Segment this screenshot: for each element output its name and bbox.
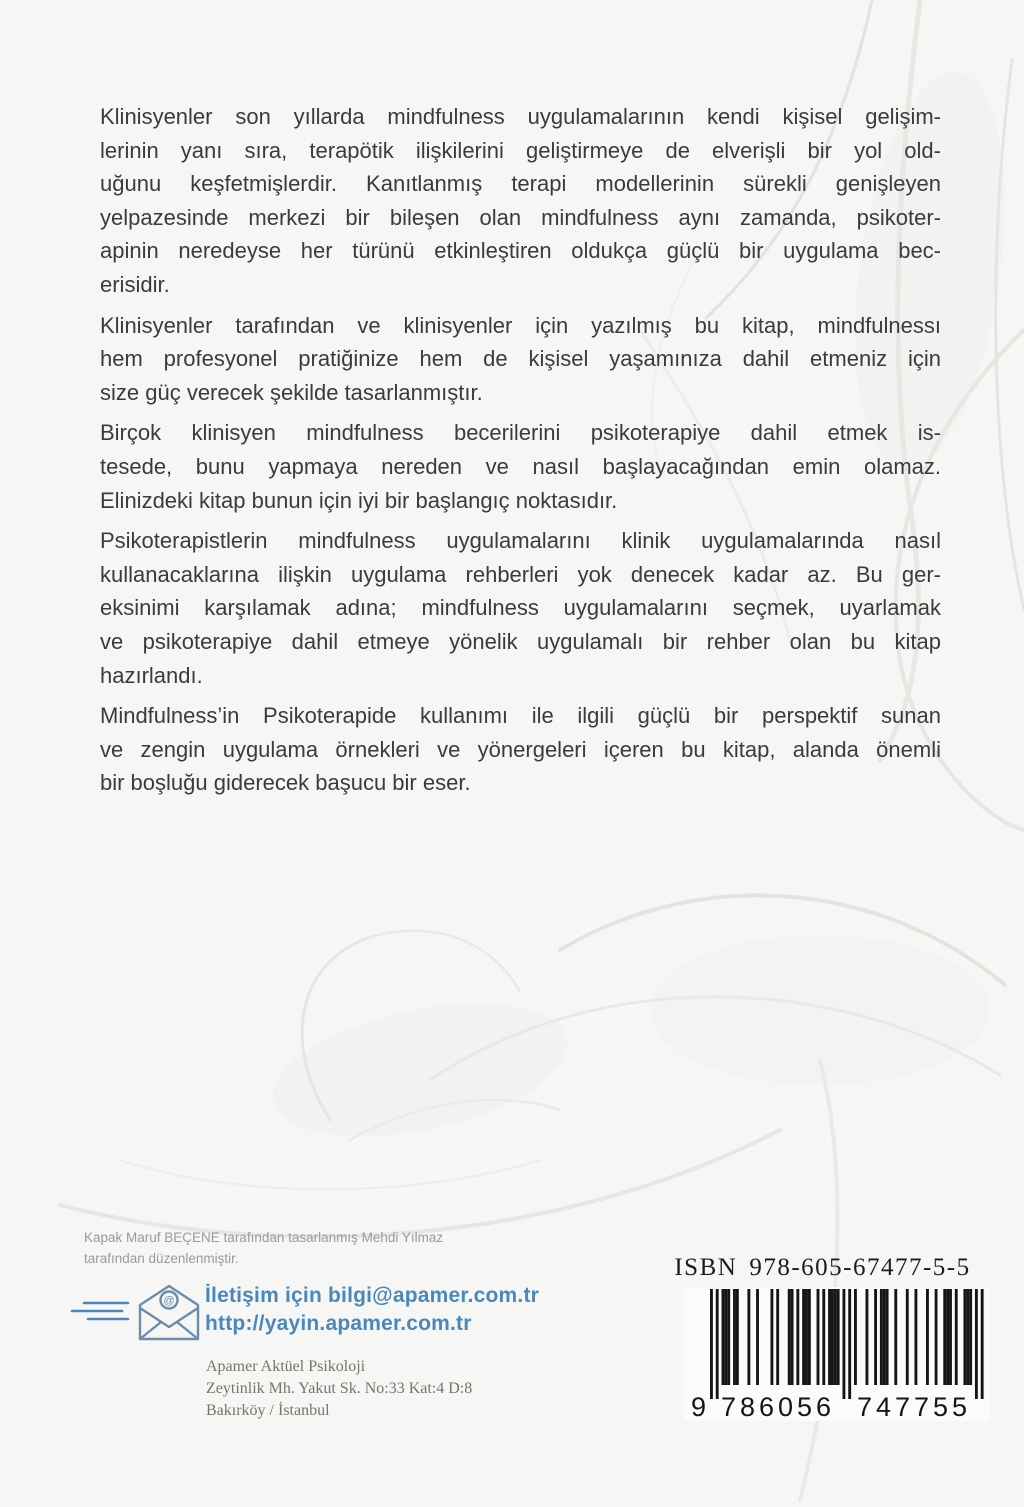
paragraph-line: ve zengin uygulama örnekleri ve yönergeleri içeren bu kitap, alanda önemli [100,736,941,762]
paragraph [100,309,941,410]
contact-email-link[interactable]: İletişim için bilgi@apamer.com.tr [205,1284,540,1307]
address-line-3: Bakırköy / İstanbul [206,1402,330,1419]
paragraph-line: bir boşluğu giderecek başucu bir eser. [100,770,471,796]
isbn-label [635,1254,1010,1282]
paragraph-line: eksinimi karşılamak adına; mindfulness uygulamalarını seçmek, uyarlamak [100,595,941,621]
publisher-address [206,1356,472,1422]
paragraph-line: kullanacaklarına ilişkin uygulama rehberleri yok denecek kadar az. Bu ger- [100,561,941,587]
credits-line-1: Kapak Maruf BEÇENE tarafından tasarlanmış Mehdi Yılmaz [84,1230,444,1245]
paragraph-line: tesede, bunu yapmaya nereden ve nasıl başlayacağından emin olamaz. [100,453,941,479]
contact-url-link[interactable]: http://yayin.apamer.com.tr [205,1312,472,1335]
credits-text [84,1227,524,1269]
paragraph [100,416,941,517]
paragraph-line: ve psikoterapiye dahil etmeye yönelik uygulamalı bir rehber olan bu kitap [100,628,941,654]
paragraph-line: Klinisyenler tarafından ve klinisyenler için yazılmış bu kitap, mindfulnessı [100,312,941,338]
paragraph-line: yelpazesinde merkezi bir bileşen olan mindfulness aynı zamanda, psikoter- [100,204,941,230]
paragraph-line: Birçok klinisyen mindfulness becerilerini psikoterapiye dahil etmek is- [100,420,941,446]
paragraph-line: apinin neredeyse her türünü etkinleştiren oldukça güçlü bir uygulama bec- [100,238,941,264]
isbn-number: 978-605-67477-5-5 [749,1254,971,1281]
isbn-prefix: ISBN [674,1254,738,1281]
paragraph [100,524,941,692]
address-line-2: Zeytinlik Mh. Yakut Sk. No:33 Kat:4 D:8 [206,1380,473,1397]
address-line-1: Apamer Aktüel Psikoloji [206,1358,366,1375]
barcode-digits: 9 [690,1392,706,1421]
paragraph [100,699,941,800]
paragraph-line: hem profesyonel pratiğinize hem de kişisel yaşamınıza dahil etmeniz için [100,346,941,372]
contact-block [205,1282,539,1338]
body-paragraphs [100,100,941,807]
paragraph-line: Psikoterapistlerin mindfulness uygulamalarını klinik uygulamalarında nasıl [100,528,941,554]
speed-lines-icon [72,1303,128,1319]
paragraph-line: Klinisyenler son yıllarda mindfulness uygulamalarının kendi kişisel gelişim- [100,104,941,129]
barcode-digits: 786056 [720,1392,836,1421]
paragraph-line: erisidir. [100,271,170,297]
svg-text:@: @ [163,1295,175,1307]
paragraph-line: lerinin yanı sıra, terapötik ilişkilerini geliştirmeye de elverişli bir yol old- [100,137,941,163]
paragraph-line: Mindfulness’in Psikoterapide kullanımı ile ilgili güçlü bir perspektif sunan [100,703,941,729]
envelope-icon [68,1281,206,1343]
credits-line-2: tarafından düzenlenmiştir. [84,1251,239,1266]
ean13-barcode [684,1287,990,1426]
paragraph-line: hazırlandı. [100,662,203,688]
paragraph-line: size güç verecek şekilde tasarlanmıştır. [100,379,483,405]
barcode-digits: 747755 [856,1392,972,1421]
paragraph [100,100,941,302]
paragraph-line: uğunu keşfetmişlerdir. Kanıtlanmış terapi modellerinin sürekli genişleyen [100,171,941,197]
paragraph-line: Elinizdeki kitap bunun için iyi bir başlangıç noktasıdır. [100,487,618,513]
